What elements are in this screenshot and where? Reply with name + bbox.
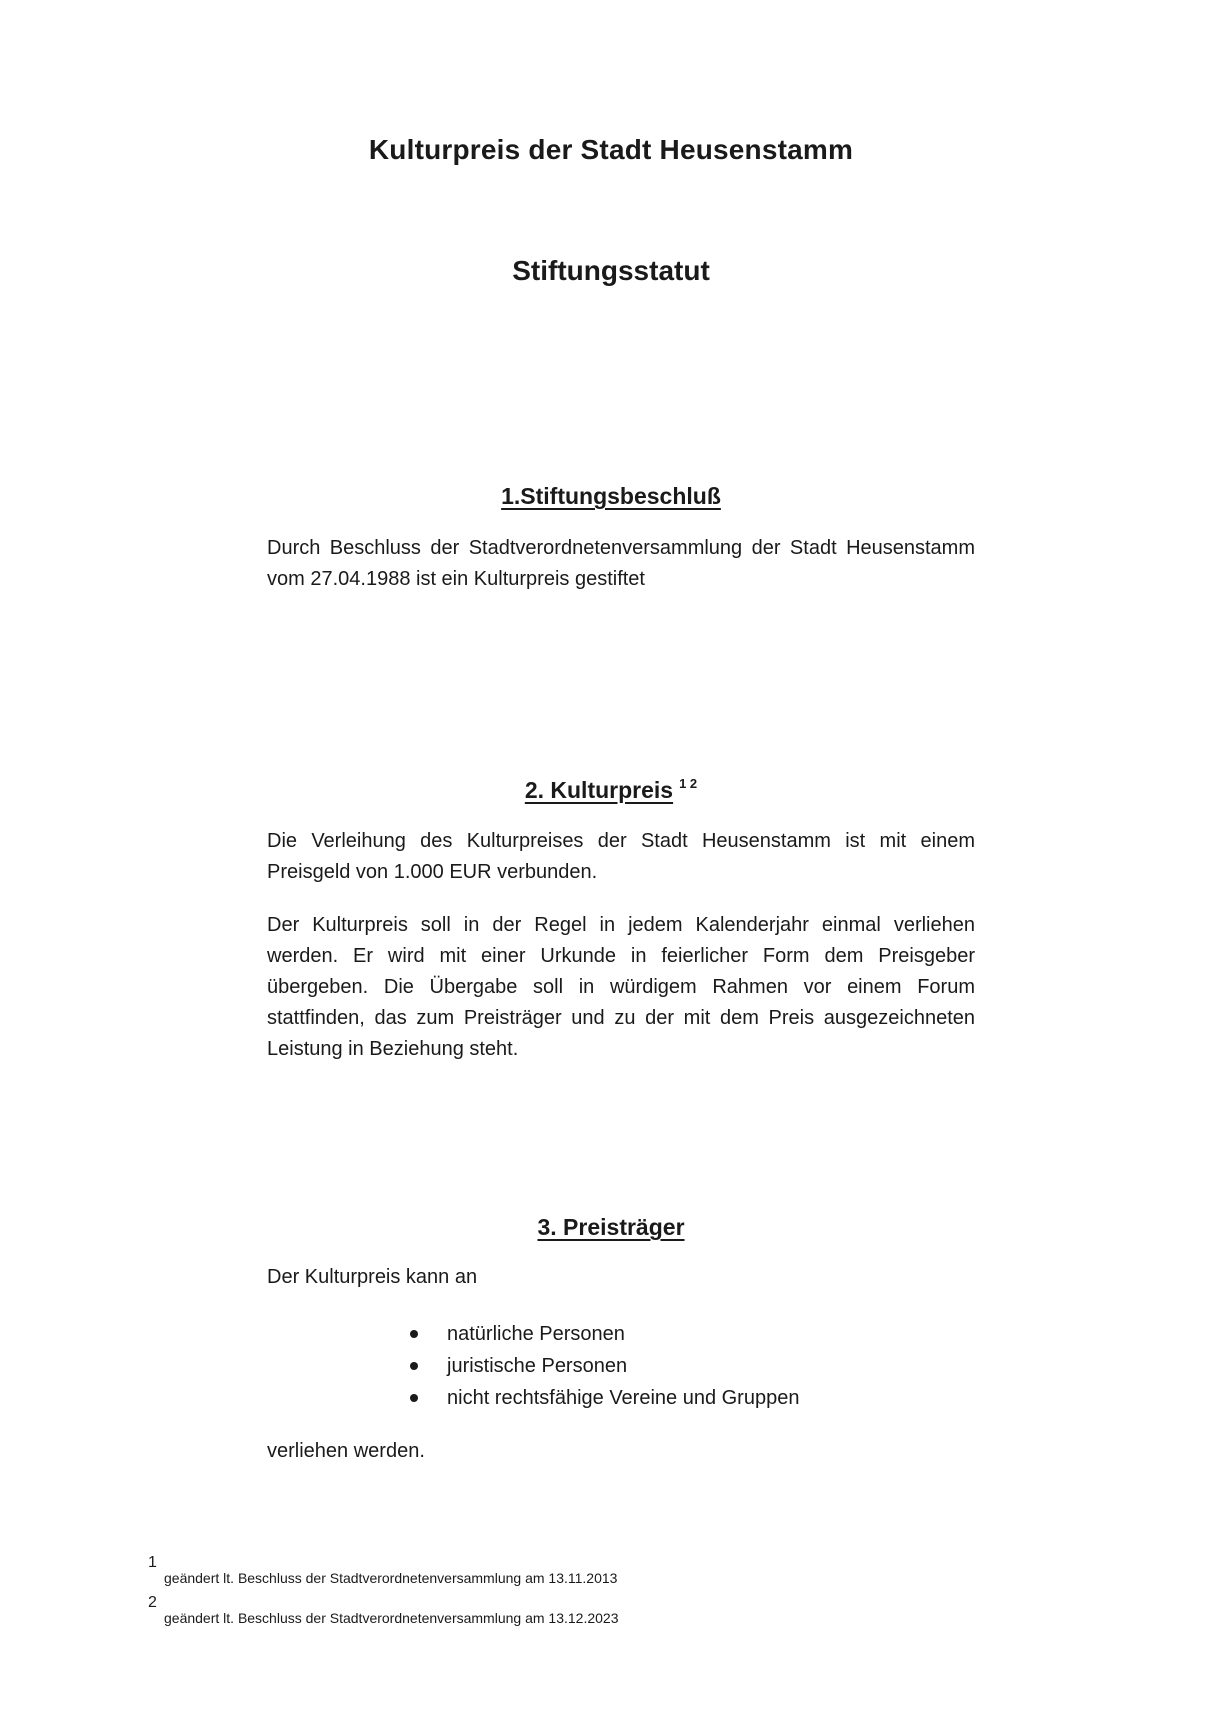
list-item — [405, 1382, 799, 1414]
list-item-text: juristische Personen — [447, 1355, 628, 1377]
section-2-paragraph-2: Der Kulturpreis soll in der Regel in jedem Kalenderjahr einmal verliehen werden. Er wird mit einer Urkunde in feierlicher Form dem Preisgeber übergeben. Die Übergabe soll in würdigem Rahmen vor einem Forum stattfinden, das zum Preisträger und zu der mit dem Preis ausgezeichneten Leistung in Beziehung steht. — [267, 914, 975, 1060]
section-1-heading — [0, 483, 1222, 510]
recipient-list — [405, 1318, 799, 1414]
section-1-text: Durch Beschluss der Stadtverordnetenversammlung der Stadt Heusenstamm vom 27.04.1988 ist ein Kulturpreis gestiftet — [267, 537, 975, 590]
section-1-heading-text: 1.Stiftungsbeschluß — [501, 483, 721, 509]
section-2-heading — [0, 776, 1222, 804]
section-3-intro: Der Kulturpreis kann an — [267, 1266, 478, 1288]
bullet-icon — [410, 1394, 418, 1402]
document-subtitle: Stiftungsstatut — [512, 255, 710, 286]
list-item-text: natürliche Personen — [447, 1323, 625, 1345]
list-item-text: nicht rechtsfähige Vereine und Gruppen — [447, 1387, 800, 1409]
list-item — [405, 1350, 799, 1382]
section-3-heading — [0, 1214, 1222, 1241]
footnote-text: geändert lt. Beschluss der Stadtverordnetenversammlung am 13.12.2023 — [164, 1610, 619, 1626]
section-2-heading-text: 2. Kulturpreis — [524, 777, 674, 803]
document-title: Kulturpreis der Stadt Heusenstamm — [368, 134, 854, 165]
footnote-text: geändert lt. Beschluss der Stadtverordnetenversammlung am 13.11.2013 — [164, 1570, 618, 1586]
bullet-icon — [410, 1330, 418, 1338]
list-item — [405, 1318, 799, 1350]
section-2-paragraph-1: Die Verleihung des Kulturpreises der Stadt Heusenstamm ist mit einem Preisgeld von 1.000 EUR verbunden. — [267, 830, 975, 883]
section-3-heading-text: 3. Preisträger — [537, 1214, 685, 1240]
section-3-outro: verliehen werden. — [267, 1440, 425, 1462]
bullet-icon — [410, 1362, 418, 1370]
footnote-references: 1 2 — [679, 776, 698, 791]
footnote-number: 2 — [148, 1594, 157, 1611]
footnote-number: 1 — [148, 1554, 157, 1571]
